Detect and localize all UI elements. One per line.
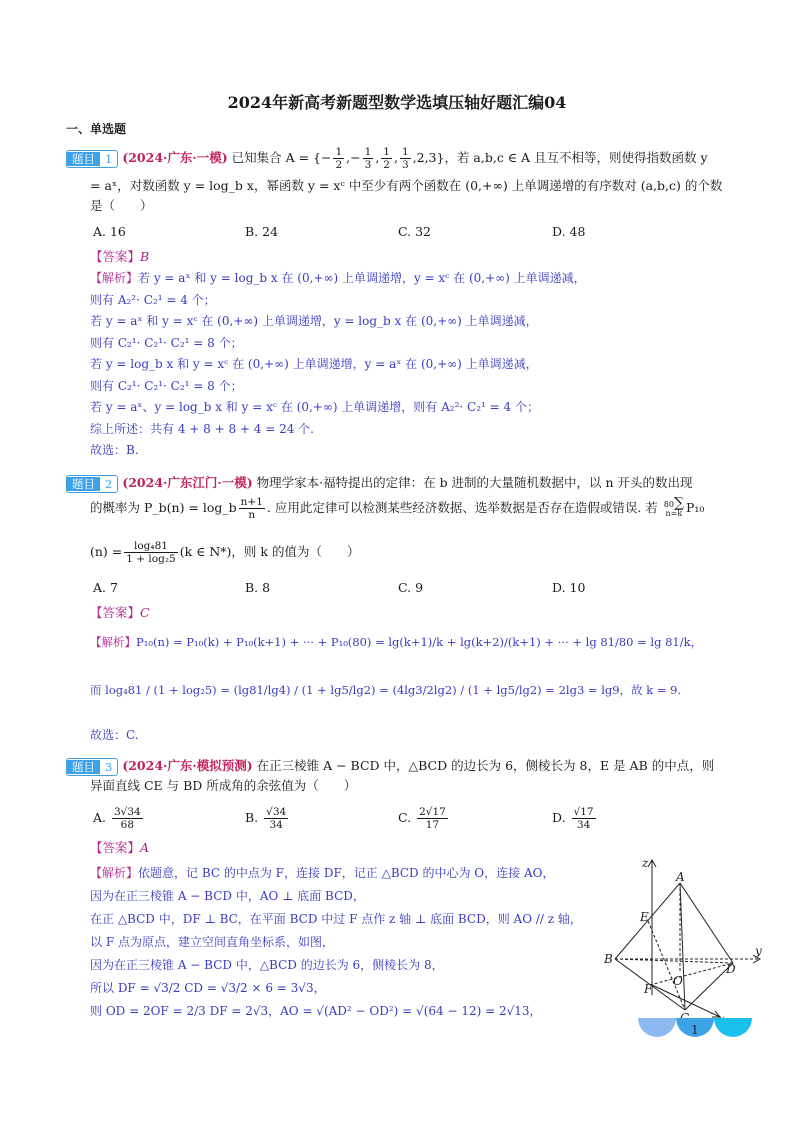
q3-tag: 题目 3 xyxy=(66,758,118,776)
page-number-badge xyxy=(636,1018,754,1052)
q1-line2: = aˣ，对数函数 y = log_b x，幂函数 y = xᶜ 中至少有两个函数在 (0,+∞) 上单调递增的有序数对 (a,b,c) 的个数 xyxy=(90,178,723,193)
q2-line2: 的概率为 P_b(n) = log_b $\frac{n+1}{n}$ . 应用此定律可以检测某些经济数据、选举数据是否存在造假或错误. 若 80∑ n=k P₁₀ xyxy=(90,495,705,521)
q2-answer: 【答案】C xyxy=(90,605,150,620)
fig-label-d: D xyxy=(726,962,736,976)
q2-line3: (n) = $\frac{\text{log₄81}}{\text{1 + log₂5}}$ (k ∈ N*)，则 k 的值为（ ） xyxy=(90,540,360,565)
q2-solution-3: 故选：C. xyxy=(90,728,139,742)
q2-solution-1: 【解析】P₁₀(n) = P₁₀(k) + P₁₀(k+1) + ··· + P₁₀(80) = lg(k+1)/k + lg(k+2)/(k+1) + ··· + lg 81/80 = lg 81/k， xyxy=(90,635,703,649)
q1-line1: 题目 1 (2024·广东·一模) 已知集合 A = {− $\frac{1}{2}$ ,− $\frac{1}{3}$ , $\frac{1}{2}$ , $\frac{1}{3}$ ,2,3}，若 a,b,c ∈ A 且互不相等，则使得指数函数 y xyxy=(66,146,708,171)
q1-answer: 【答案】B xyxy=(90,249,150,264)
fig-label-f: F xyxy=(644,982,653,996)
q3-option-b: B. $\frac{√34}{34}$ xyxy=(245,806,287,831)
q2-option-c: C. 9 xyxy=(398,580,424,595)
q3-option-a: A. $\frac{3√34}{68}$ xyxy=(93,806,141,831)
q1-source: (2024·广东·一模) xyxy=(122,150,228,165)
page-number: 1 xyxy=(691,1023,699,1037)
section-heading: 一、单选题 xyxy=(66,122,127,136)
q2-option-a: A. 7 xyxy=(93,580,118,595)
fig-label-e: E xyxy=(640,910,649,924)
q3-answer: 【答案】A xyxy=(90,840,150,855)
q1-option-c: C. 32 xyxy=(398,224,431,239)
q2-tag: 题目 2 xyxy=(66,475,118,493)
q3-line2: 异面直线 CE 与 BD 所成角的余弦值为（ ） xyxy=(90,778,357,793)
q2-solution-2: 而 log₄81 / (1 + log₂5) = (lg81/lg4) / (1 + lg5/lg2) = (4lg3/2lg2) / (1 + lg5/lg2) = 2lg3 = lg9，故 k = 9. xyxy=(90,683,682,697)
fig-label-z: z xyxy=(642,856,649,870)
q1-solution: 【解析】若 y = aˣ 和 y = log_b x 在 (0,+∞) 上单调递增，y = xᶜ 在 (0,+∞) 上单调递减， 则有 A₂²· C₂¹ = 4 个； 若 y = aˣ 和 y = xᶜ 在 (0,+∞) 上单调递增，y = log_b x 在 (0,+∞) 上单调递减， 则有 C₂¹· C₂¹· C₂¹ = 8 个； 若 y = log_b x 和 y = xᶜ 在 (0,+∞) 上单调递增，y = aˣ 在 (0,+∞) 上单调递减， 则有 C₂¹· C₂¹· C₂¹ = 8 个； 若 y = aˣ、y = log_b x 和 y = xᶜ 在 (0,+∞) 上单调递增，则有 A₂²· C₂¹ = 4 个； 综上所述：共有 4 + 8 + 8 + 4 = 24 个. 故选：B. xyxy=(90,271,586,457)
q3-solution: 【解析】依题意，记 BC 的中点为 F，连接 DF，记正 △BCD 的中心为 O，连接 AO， 因为在正三棱锥 A − BCD 中，AO ⊥ 底面 BCD， 在正 △BCD 中，DF ⊥ BC，在平面 BCD 中过 F 点作 z 轴 ⊥ 底面 BCD，则 AO // z 轴， 以 F 点为原点，建立空间直角坐标系，如图， 因为在正三棱锥 A − BCD 中，△BCD 的边长为 6，侧棱长为 8， 所以 DF = √3/2 CD = √3/2 × 6 = 3√3， 则 OD = 2OF = 2/3 DF = 2√3，AO = √(AD² − OD²) = √(64 − 12) = 2√13， xyxy=(90,866,582,1018)
page-title: 2024年新高考新题型数学选填压轴好题汇编04 xyxy=(227,93,567,112)
q2-option-b: B. 8 xyxy=(245,580,271,595)
q3-option-c: C. $\frac{2√17}{17}$ xyxy=(398,806,446,831)
q2-line1: 题目 2 (2024·广东江门·一模) 物理学家本·福特提出的定律：在 b 进制的大量随机数据中，以 n 开头的数出现 xyxy=(66,473,693,493)
fig-label-y: y xyxy=(755,944,762,958)
pyramid-figure xyxy=(600,855,775,1025)
q2-option-d: D. 10 xyxy=(552,580,586,595)
q3-line1: 题目 3 (2024·广东·模拟预测) 在正三棱锥 A − BCD 中，△BCD 的边长为 6，侧棱长为 8，E 是 AB 的中点，则 xyxy=(66,756,714,776)
fig-label-o: O xyxy=(673,974,683,988)
q3-option-d: D. $\frac{√17}{34}$ xyxy=(552,806,594,831)
fig-label-a: A xyxy=(676,870,685,884)
q1-option-d: D. 48 xyxy=(552,224,586,239)
q2-source: (2024·广东江门·一模) xyxy=(122,475,253,490)
q1-line3: 是（ ） xyxy=(90,198,153,213)
fig-label-b: B xyxy=(604,952,613,966)
q1-tag: 题目 1 xyxy=(66,150,118,168)
q3-source: (2024·广东·模拟预测) xyxy=(122,758,253,773)
q1-option-a: A. 16 xyxy=(93,224,126,239)
q1-option-b: B. 24 xyxy=(245,224,279,239)
